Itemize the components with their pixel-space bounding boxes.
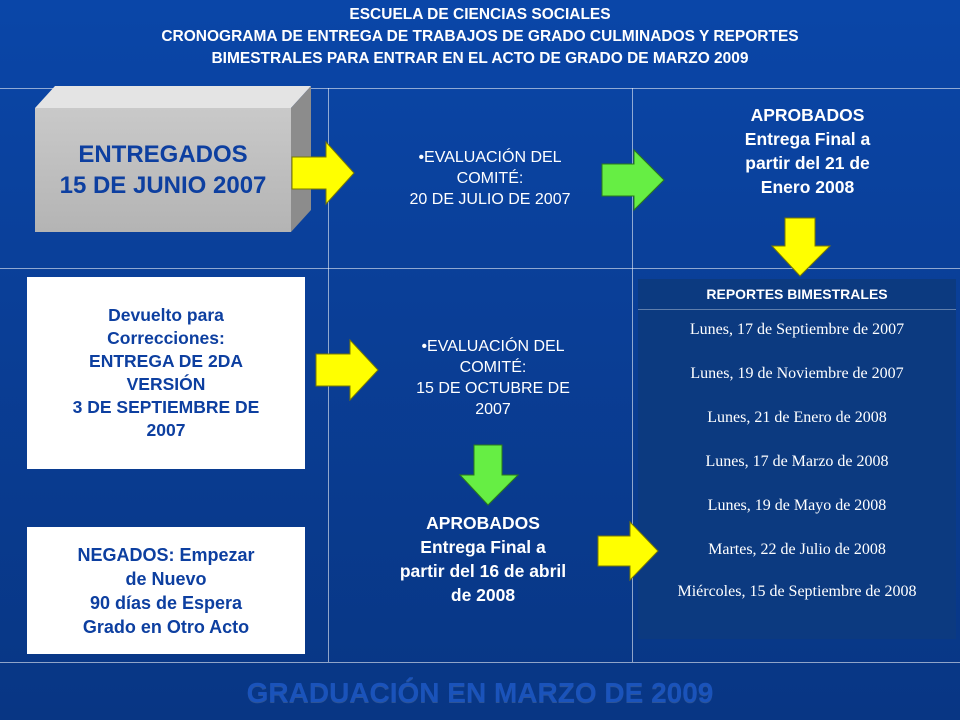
devuelto-line4: VERSIÓN [126,374,206,394]
evaluation-2-line1: •EVALUACIÓN DEL [421,338,565,355]
devuelto-line1: Devuelto para [108,305,224,325]
devuelto-line6: 2007 [146,420,186,440]
entregados-label: ENTREGADOS [78,141,248,168]
report-date-3: Lunes, 21 de Enero de 2008 [707,409,887,426]
report-date-4: Lunes, 17 de Marzo de 2008 [705,453,889,470]
report-date-1: Lunes, 17 de Septiembre de 2007 [689,321,905,338]
report-date-7: Miércoles, 15 de Septiembre de 2008 [677,583,917,600]
arrow-right-icon [596,520,660,582]
negados-line3: 90 días de Espera [89,592,243,613]
arrow-down-green-icon [458,443,520,507]
evaluation-2-line2: COMITÉ: [459,359,527,376]
approved-1-line2: Entrega Final a [744,129,871,149]
approved-2-line4: de 2008 [450,585,516,605]
evaluation-1-date: 20 DE JULIO DE 2007 [409,191,571,208]
approved-2-title: APROBADOS [426,513,540,533]
negados-line4: Grado en Otro Acto [82,616,250,637]
approved-1-line3: partir del 21 de [745,153,870,173]
approved-2-line3: partir del 16 de abril [399,561,567,581]
approved-2-line2: Entrega Final a [420,537,546,557]
evaluation-1-line2: COMITÉ: [456,170,524,187]
approved-1 [670,103,945,199]
header [0,0,960,86]
schedule-title-line2: BIMESTRALES PARA ENTRAR EN EL ACTO DE GRADO DE MARZO 2009 [211,50,749,67]
devuelto-line2: Correcciones: [107,328,225,348]
entregados-date: 15 DE JUNIO 2007 [59,172,267,199]
devuelto-line3: ENTREGA DE 2DA [89,351,243,371]
negados-line2: de Nuevo [125,568,207,589]
arrow-down-icon [770,216,832,278]
reports-title: REPORTES BIMESTRALES [638,279,956,310]
evaluation-2-line3: 15 DE OCTUBRE DE [416,380,570,397]
approved-1-line4: Enero 2008 [760,177,855,197]
approved-2 [352,511,614,607]
report-date-2: Lunes, 19 de Noviembre de 2007 [690,365,904,382]
school-title: ESCUELA DE CIENCIAS SOCIALES [349,6,611,23]
reports-panel [638,279,956,639]
report-date-6: Martes, 22 de Julio de 2008 [708,541,886,558]
arrow-right-icon [290,140,356,206]
negados-line1: NEGADOS: Empezar [77,544,255,565]
evaluation-1-line1: •EVALUACIÓN DEL [418,149,562,166]
evaluation-1 [355,147,625,210]
negados-box [27,527,305,654]
devuelto-line5: 3 DE SEPTIEMBRE DE [72,397,260,417]
approved-1-title: APROBADOS [750,105,865,125]
grid-line-bottom [0,662,960,663]
entregados-box [35,108,291,232]
arrow-right-green-icon [600,148,666,212]
evaluation-2-line4: 2007 [475,401,511,418]
graduation-banner: GRADUACIÓN EN MARZO DE 2009 [246,677,714,708]
report-date-5: Lunes, 19 de Mayo de 2008 [707,497,887,514]
devuelto-box [27,277,305,469]
evaluation-2 [362,336,624,420]
schedule-title-line1: CRONOGRAMA DE ENTREGA DE TRABAJOS DE GRADO CULMINADOS Y REPORTES [161,28,799,45]
